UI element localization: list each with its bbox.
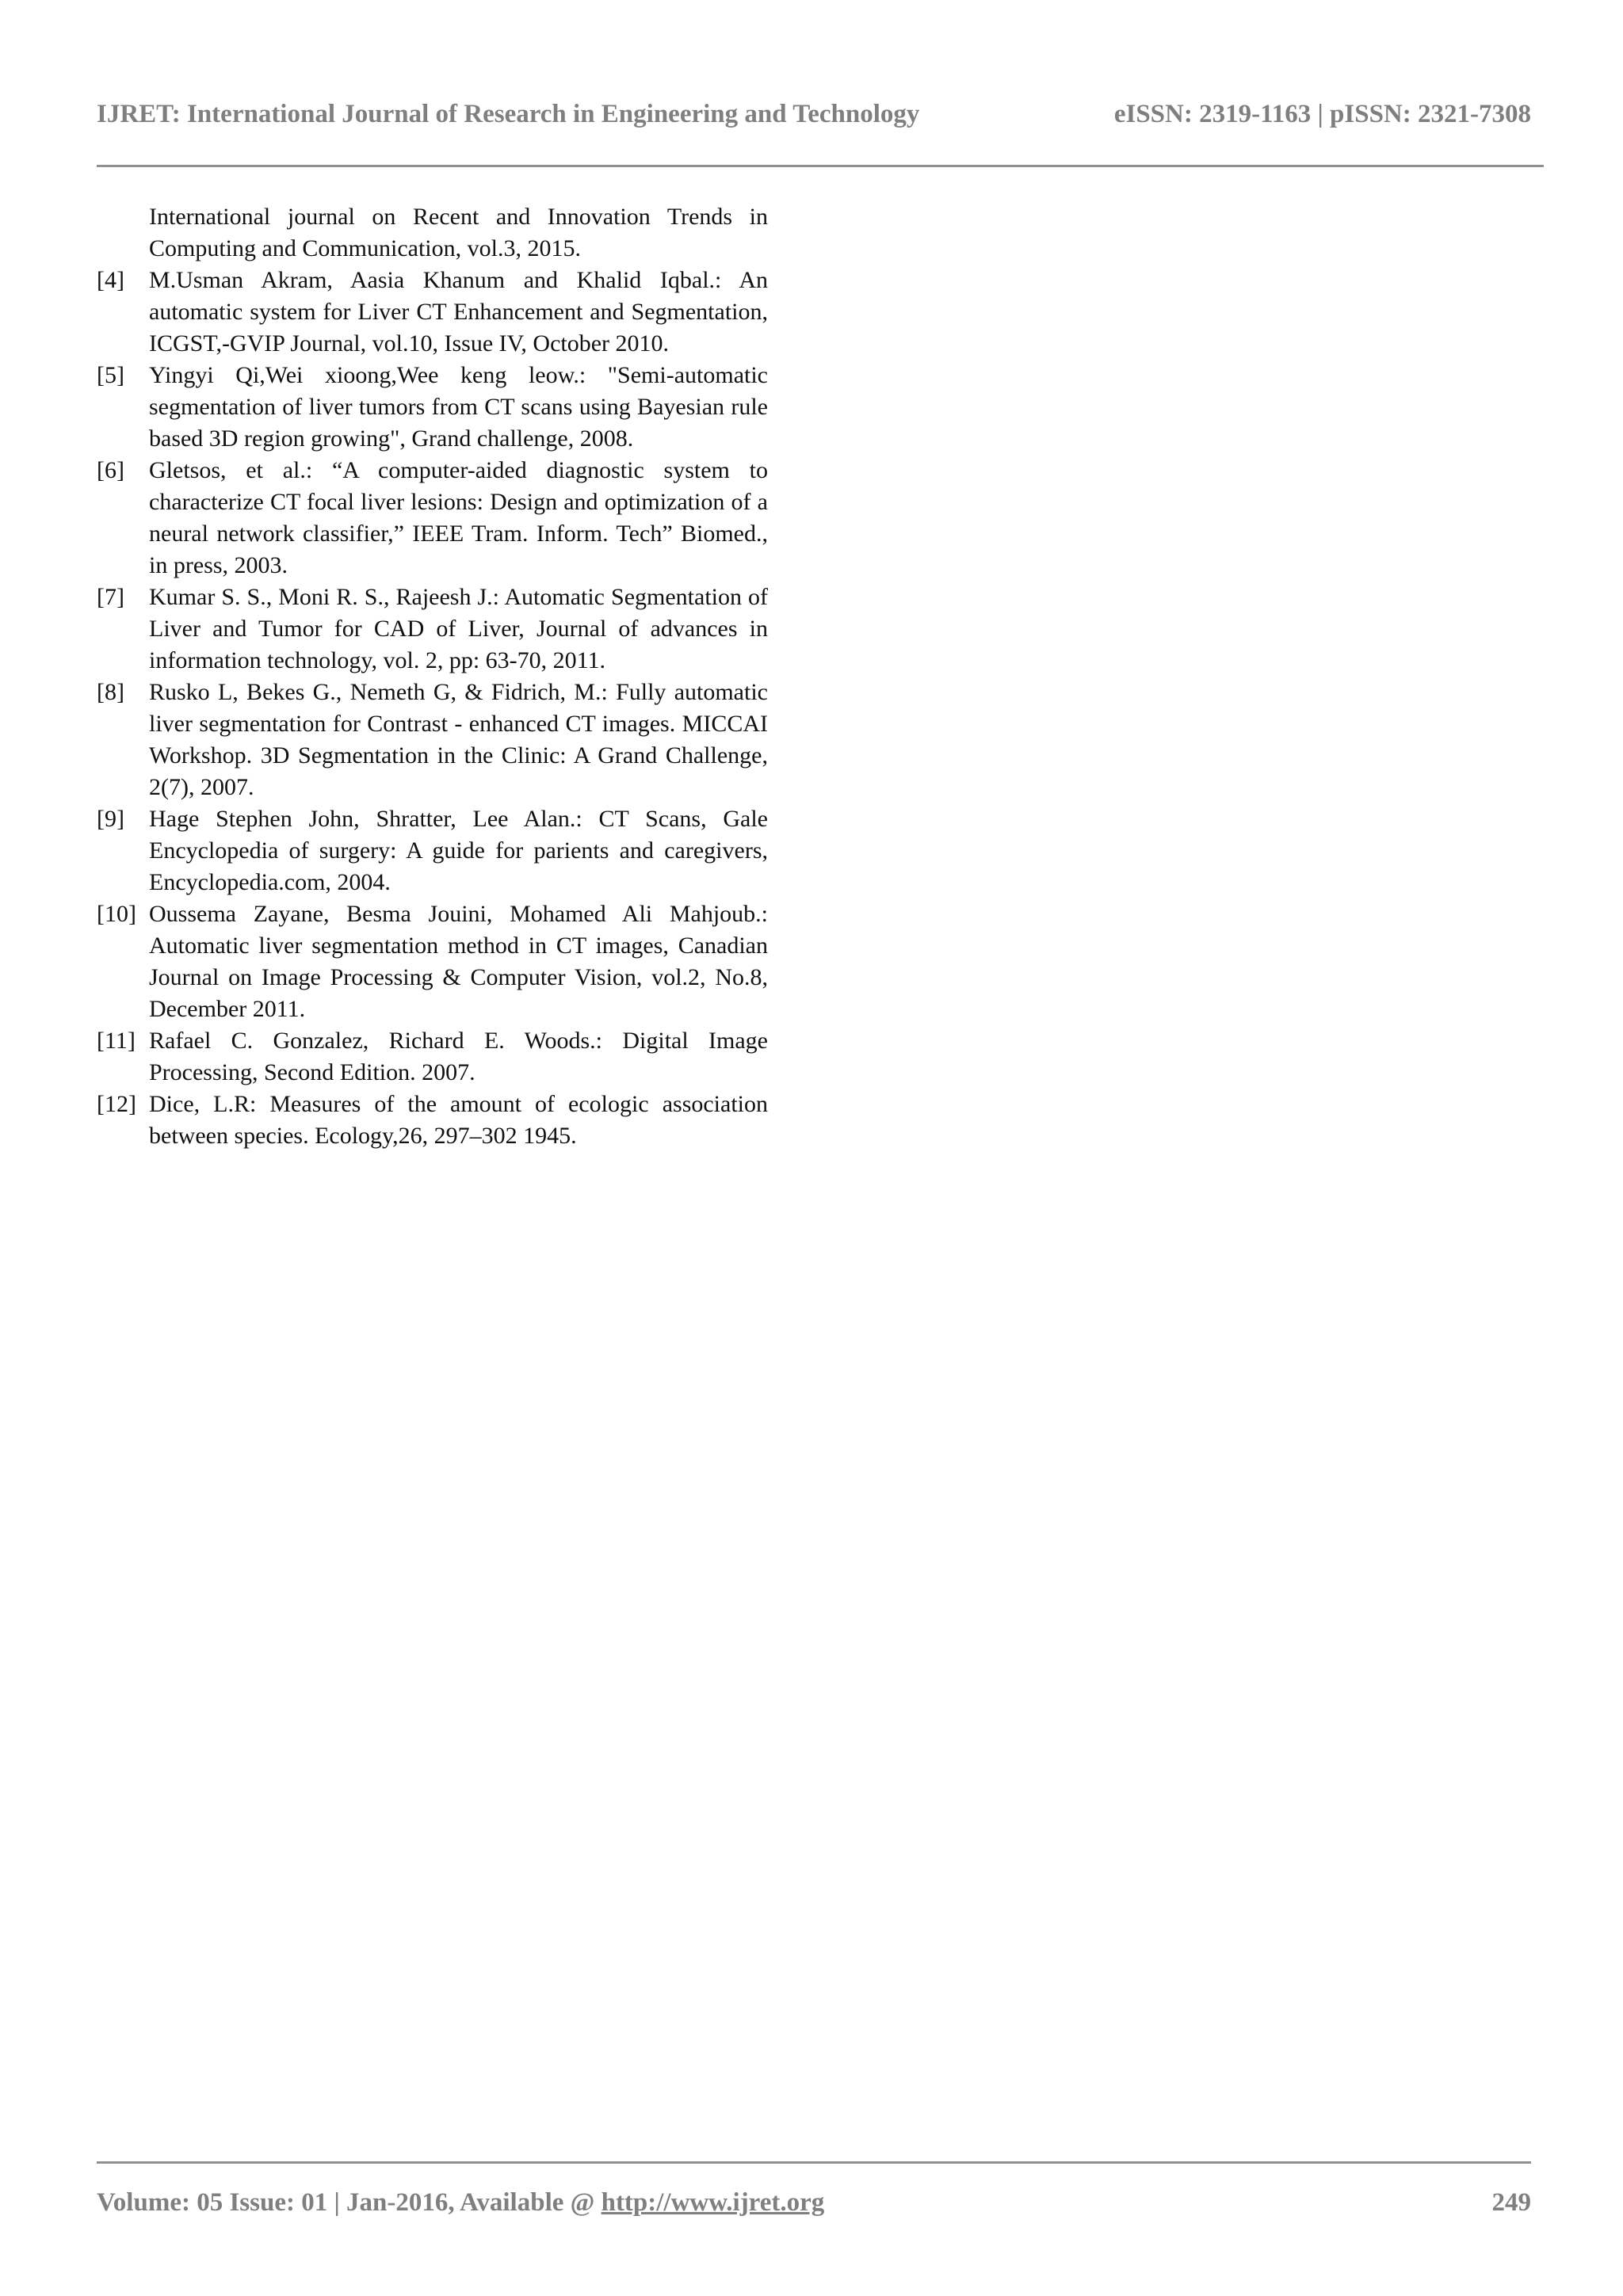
- reference-number: [4]: [97, 267, 124, 293]
- reference-text: Yingyi Qi,Wei xioong,Wee keng leow.: "Semi-automatic segmentation of liver tumors from CT scans using Bayesian rule based 3D region growing", Grand challenge, 2008.: [149, 362, 768, 452]
- reference-number: [7]: [97, 584, 124, 610]
- reference-text: International journal on Recent and Innovation Trends in Computing and Communication, vol.3, 2015.: [149, 204, 768, 261]
- reference-item: [97, 455, 768, 582]
- page-number: 249: [1491, 2188, 1531, 2217]
- reference-item: [97, 1025, 768, 1089]
- reference-text: Gletsos, et al.: “A computer-aided diagnostic system to characterize CT focal liver lesions: Design and optimization of a neural network classifier,” IEEE Tram. Inform. Tech” Biomed., in press, 2003.: [149, 457, 768, 578]
- reference-text: Dice, L.R: Measures of the amount of ecologic association between species. Ecology,26, 297–302 1945.: [149, 1091, 768, 1149]
- reference-text: M.Usman Akram, Aasia Khanum and Khalid Iqbal.: An automatic system for Liver CT Enhancement and Segmentation, ICGST,-GVIP Journal, vol.10, Issue IV, October 2010.: [149, 267, 768, 357]
- footer-divider: [97, 2161, 1531, 2164]
- header-divider: [97, 165, 1544, 167]
- reference-text: Hage Stephen John, Shratter, Lee Alan.: CT Scans, Gale Encyclopedia of surgery: A guide for parients and caregivers, Encyclopedia.com, 2004.: [149, 806, 768, 895]
- reference-text: Kumar S. S., Moni R. S., Rajeesh J.: Automatic Segmentation of Liver and Tumor for CAD of Liver, Journal of advances in information technology, vol. 2, pp: 63-70, 2011.: [149, 584, 768, 673]
- reference-text: Rafael C. Gonzalez, Richard E. Woods.: Digital Image Processing, Second Edition. 2007.: [149, 1028, 768, 1085]
- reference-number: [5]: [97, 362, 124, 388]
- issn-info: eISSN: 2319-1163 | pISSN: 2321-7308: [1113, 100, 1531, 128]
- reference-number: [8]: [97, 679, 124, 705]
- reference-text: Oussema Zayane, Besma Jouini, Mohamed Ali Mahjoub.: Automatic liver segmentation method in CT images, Canadian Journal on Image Processing & Computer Vision, vol.2, No.8, December 2011.: [149, 901, 768, 1022]
- reference-item: [97, 803, 768, 898]
- page-footer: [97, 2185, 1531, 2220]
- reference-number: [11]: [97, 1028, 136, 1054]
- reference-number: [10]: [97, 901, 136, 927]
- reference-text: Rusko L, Bekes G., Nemeth G, & Fidrich, M.: Fully automatic liver segmentation for Contrast - enhanced CT images. MICCAI Workshop. 3D Segmentation in the Clinic: A Grand Challenge, 2(7), 2007.: [149, 679, 768, 800]
- reference-item: [97, 201, 768, 265]
- reference-item: [97, 582, 768, 677]
- reference-item: [97, 265, 768, 360]
- reference-list: [97, 201, 768, 1152]
- reference-item: [97, 360, 768, 455]
- reference-number: [9]: [97, 806, 124, 832]
- journal-url-link[interactable]: http://www.ijret.org: [601, 2188, 825, 2217]
- footer-volume-text: Volume: 05 Issue: 01 | Jan-2016, Available @: [97, 2188, 601, 2217]
- page-header: [97, 97, 1531, 132]
- reference-number: [12]: [97, 1091, 136, 1117]
- reference-item: [97, 677, 768, 803]
- footer-volume-info: [97, 2185, 824, 2220]
- reference-number: [6]: [97, 457, 124, 483]
- reference-item: [97, 898, 768, 1025]
- reference-item: [97, 1089, 768, 1152]
- journal-title: IJRET: International Journal of Research in Engineering and Technology: [97, 100, 920, 128]
